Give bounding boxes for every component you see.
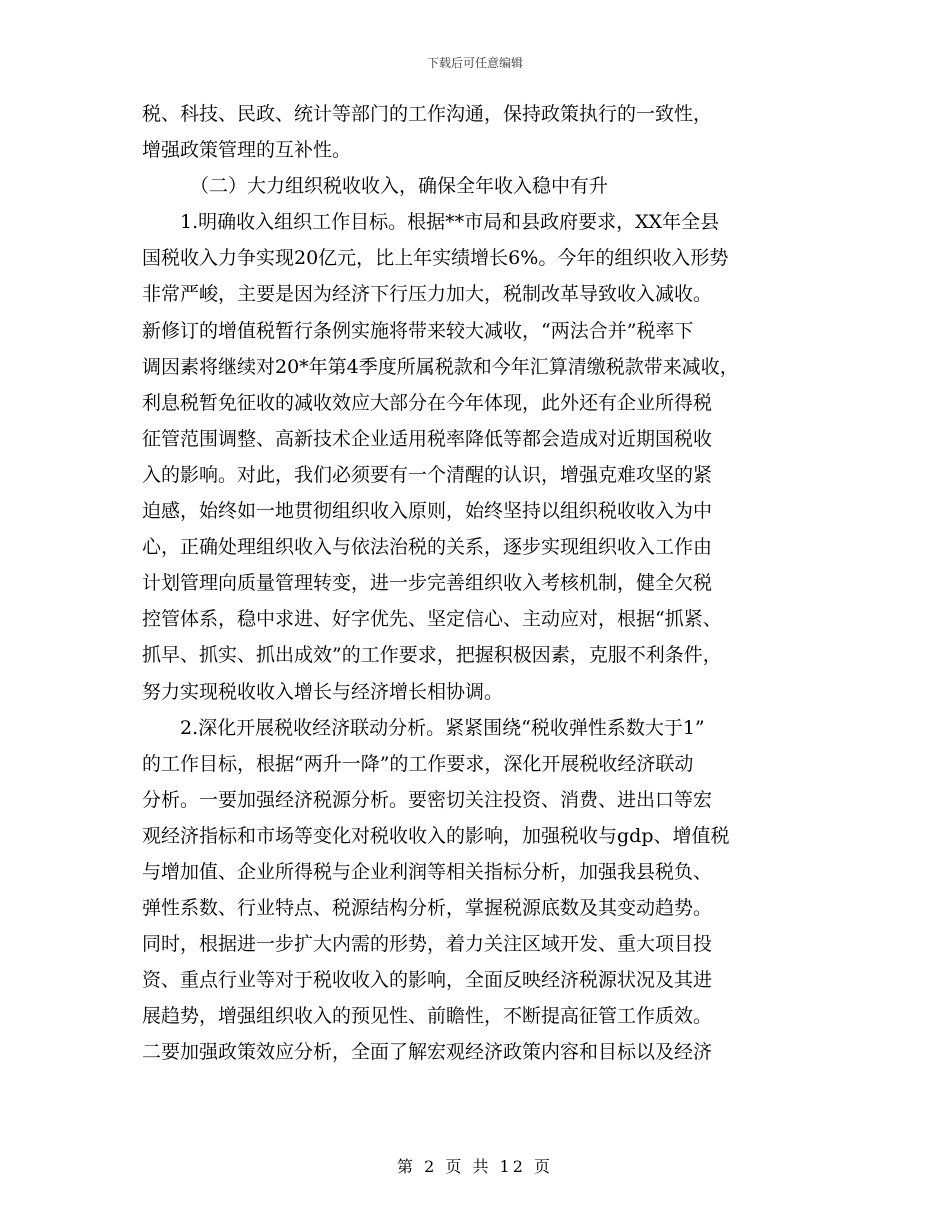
text-line: 迫感，始终如一地贯彻组织收入原则，始终坚持以组织税收收入为中 xyxy=(142,500,713,523)
text-line: 展趋势，增强组织收入的预见性、前瞻性，不断提高征管工作质效。 xyxy=(142,1005,713,1028)
text-line: 税、科技、民政、统计等部门的工作沟通，保持政策执行的一致性， xyxy=(142,103,713,125)
section-heading: （二）大力组织税收收入，确保全年收入稳中有升 xyxy=(190,175,609,198)
page-number: 第 2 页 共 12 页 xyxy=(397,1157,553,1176)
text-line: 新修订的增值税暂行条例实施将带来较大减收，“两法合并”税率下 xyxy=(142,319,694,342)
page-header: 下载后可任意编辑 xyxy=(426,56,523,70)
text-line: 抓早、抓实、抓出成效”的工作要求，把握积极因素，克服不利条件， xyxy=(142,644,722,667)
text-line: 增强政策管理的互补性。 xyxy=(142,139,352,162)
text-line: 利息税暂免征收的减收效应大部分在今年体现，此外还有企业所得税 xyxy=(142,391,713,414)
text-line: 分析。一要加强经济税源分析。要密切关注投资、消费、进出口等宏 xyxy=(142,788,713,811)
paragraph-start: 2.深化开展税收经济联动分析。紧紧围绕“税收弹性系数大于1” xyxy=(180,716,705,739)
text-line: 与增加值、企业所得税与企业利润等相关指标分析，加强我县税负、 xyxy=(142,860,713,883)
paragraph-start: 1.明确收入组织工作目标。根据**市局和县政府要求，XX年全县 xyxy=(180,211,720,234)
text-line: 入的影响。对此，我们必须要有一个清醒的认识，增强克难攻坚的紧 xyxy=(142,463,713,486)
text-line: 国税收入力争实现20亿元，比上年实绩增长6%。今年的组织收入形势 xyxy=(142,247,729,270)
text-line: 计划管理向质量管理转变，进一步完善组织收入考核机制，健全欠税 xyxy=(142,572,713,595)
text-line: 征管范围调整、高新技术企业适用税率降低等都会造成对近期国税收 xyxy=(142,427,713,450)
text-line: 弹性系数、行业特点、税源结构分析，掌握税源底数及其变动趋势。 xyxy=(142,897,713,920)
text-line: 二要加强政策效应分析，全面了解宏观经济政策内容和目标以及经济 xyxy=(142,1041,713,1064)
text-line: 观经济指标和市场等变化对税收收入的影响，加强税收与gdp、增值税 xyxy=(142,824,730,847)
text-line: 调因素将继续对20*年第4季度所属税款和今年汇算清缴税款带来减收， xyxy=(142,355,739,378)
text-line: 努力实现税收收入增长与经济增长相协调。 xyxy=(142,680,504,703)
text-line: 同时，根据进一步扩大内需的形势，着力关注区域开发、重大项目投 xyxy=(142,933,713,956)
text-line: 非常严峻，主要是因为经济下行压力加大，税制改革导致收入减收。 xyxy=(142,283,713,306)
text-line: 的工作目标，根据“两升一降”的工作要求，深化开展税收经济联动 xyxy=(142,752,694,775)
text-line: 资、重点行业等对于税收收入的影响，全面反映经济税源状况及其进 xyxy=(142,969,713,992)
text-line: 心，正确处理组织收入与依法治税的关系，逐步实现组织收入工作由 xyxy=(142,536,713,559)
document-body xyxy=(142,96,822,1071)
text-line: 控管体系，稳中求进、好字优先、坚定信心、主动应对，根据“抓紧、 xyxy=(142,608,722,631)
